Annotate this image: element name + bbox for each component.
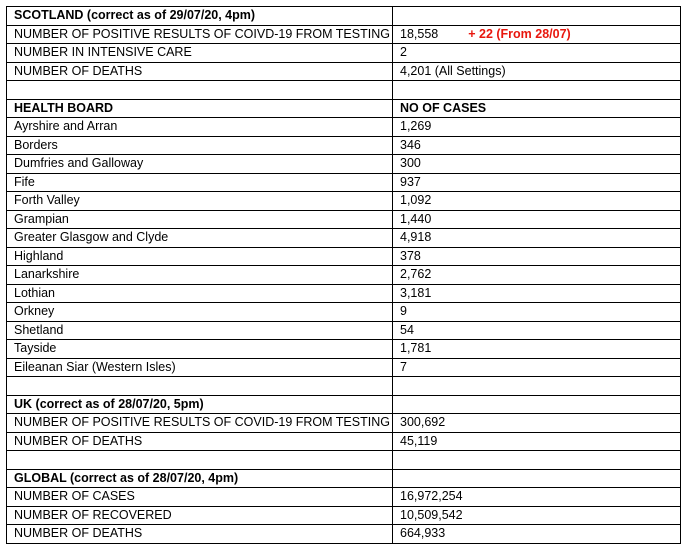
table-row	[7, 321, 681, 340]
section-heading-row	[7, 469, 681, 488]
health-board-name: Fife	[7, 173, 393, 192]
case-count: 1,440	[393, 210, 681, 229]
case-count: 9	[393, 303, 681, 322]
health-board-name: Lothian	[7, 284, 393, 303]
empty-cell	[393, 395, 681, 414]
case-count: 54	[393, 321, 681, 340]
row-value: 45,119	[393, 432, 681, 451]
row-value: 2	[393, 44, 681, 63]
table-row	[7, 358, 681, 377]
row-value: 300,692	[393, 414, 681, 433]
empty-cell	[393, 7, 681, 26]
row-value: 4,201 (All Settings)	[393, 62, 681, 81]
table-row	[7, 506, 681, 525]
table-row	[7, 488, 681, 507]
empty-cell	[393, 81, 681, 100]
health-board-name: Forth Valley	[7, 192, 393, 211]
table-row	[7, 229, 681, 248]
row-label: NUMBER OF RECOVERED	[7, 506, 393, 525]
global-heading: GLOBAL (correct as of 28/07/20, 4pm)	[7, 469, 393, 488]
row-value-cell	[393, 25, 681, 44]
case-count: 1,092	[393, 192, 681, 211]
case-count: 2,762	[393, 266, 681, 285]
health-board-name: Orkney	[7, 303, 393, 322]
empty-cell	[7, 451, 393, 470]
health-board-name: Eileanan Siar (Western Isles)	[7, 358, 393, 377]
table-row	[7, 25, 681, 44]
row-label: NUMBER OF DEATHS	[7, 62, 393, 81]
spacer-row	[7, 81, 681, 100]
table-row	[7, 284, 681, 303]
empty-cell	[7, 377, 393, 396]
row-label: NUMBER OF DEATHS	[7, 525, 393, 544]
table-row	[7, 155, 681, 174]
health-board-name: Highland	[7, 247, 393, 266]
case-count: 7	[393, 358, 681, 377]
health-board-name: Lanarkshire	[7, 266, 393, 285]
spacer-row	[7, 377, 681, 396]
case-count: 4,918	[393, 229, 681, 248]
table-row	[7, 118, 681, 137]
empty-cell	[393, 469, 681, 488]
health-board-name: Greater Glasgow and Clyde	[7, 229, 393, 248]
table-row	[7, 266, 681, 285]
row-label: NUMBER OF DEATHS	[7, 432, 393, 451]
case-count: 300	[393, 155, 681, 174]
health-board-name: Borders	[7, 136, 393, 155]
case-count: 378	[393, 247, 681, 266]
section-heading-row	[7, 7, 681, 26]
table-row	[7, 247, 681, 266]
case-count: 937	[393, 173, 681, 192]
health-board-name: Ayrshire and Arran	[7, 118, 393, 137]
table-row	[7, 525, 681, 544]
table-row	[7, 210, 681, 229]
health-board-header: HEALTH BOARD	[7, 99, 393, 118]
scotland-heading: SCOTLAND (correct as of 29/07/20, 4pm)	[7, 7, 393, 26]
health-board-header-row	[7, 99, 681, 118]
case-count: 1,269	[393, 118, 681, 137]
change-indicator: + 22 (From 28/07)	[468, 26, 571, 41]
empty-cell	[7, 81, 393, 100]
table-row	[7, 173, 681, 192]
row-value: 18,558	[400, 26, 439, 41]
row-value: 16,972,254	[393, 488, 681, 507]
table-row	[7, 340, 681, 359]
table-row	[7, 136, 681, 155]
section-heading-row	[7, 395, 681, 414]
row-label: NUMBER OF POSITIVE RESULTS OF COVID-19 FROM TESTING	[7, 414, 393, 433]
row-value: 664,933	[393, 525, 681, 544]
row-label: NUMBER OF CASES	[7, 488, 393, 507]
health-board-name: Grampian	[7, 210, 393, 229]
health-board-name: Shetland	[7, 321, 393, 340]
health-board-name: Dumfries and Galloway	[7, 155, 393, 174]
covid-statistics-table	[6, 6, 681, 544]
spacer-row	[7, 451, 681, 470]
health-board-name: Tayside	[7, 340, 393, 359]
table-row	[7, 432, 681, 451]
cases-header: NO OF CASES	[393, 99, 681, 118]
case-count: 346	[393, 136, 681, 155]
table-row	[7, 44, 681, 63]
table-row	[7, 303, 681, 322]
uk-heading: UK (correct as of 28/07/20, 5pm)	[7, 395, 393, 414]
table-row	[7, 414, 681, 433]
case-count: 1,781	[393, 340, 681, 359]
empty-cell	[393, 451, 681, 470]
row-value: 10,509,542	[393, 506, 681, 525]
row-label: NUMBER OF POSITIVE RESULTS OF COIVD-19 FROM TESTING	[7, 25, 393, 44]
table-row	[7, 192, 681, 211]
case-count: 3,181	[393, 284, 681, 303]
table-row	[7, 62, 681, 81]
empty-cell	[393, 377, 681, 396]
row-label: NUMBER IN INTENSIVE CARE	[7, 44, 393, 63]
